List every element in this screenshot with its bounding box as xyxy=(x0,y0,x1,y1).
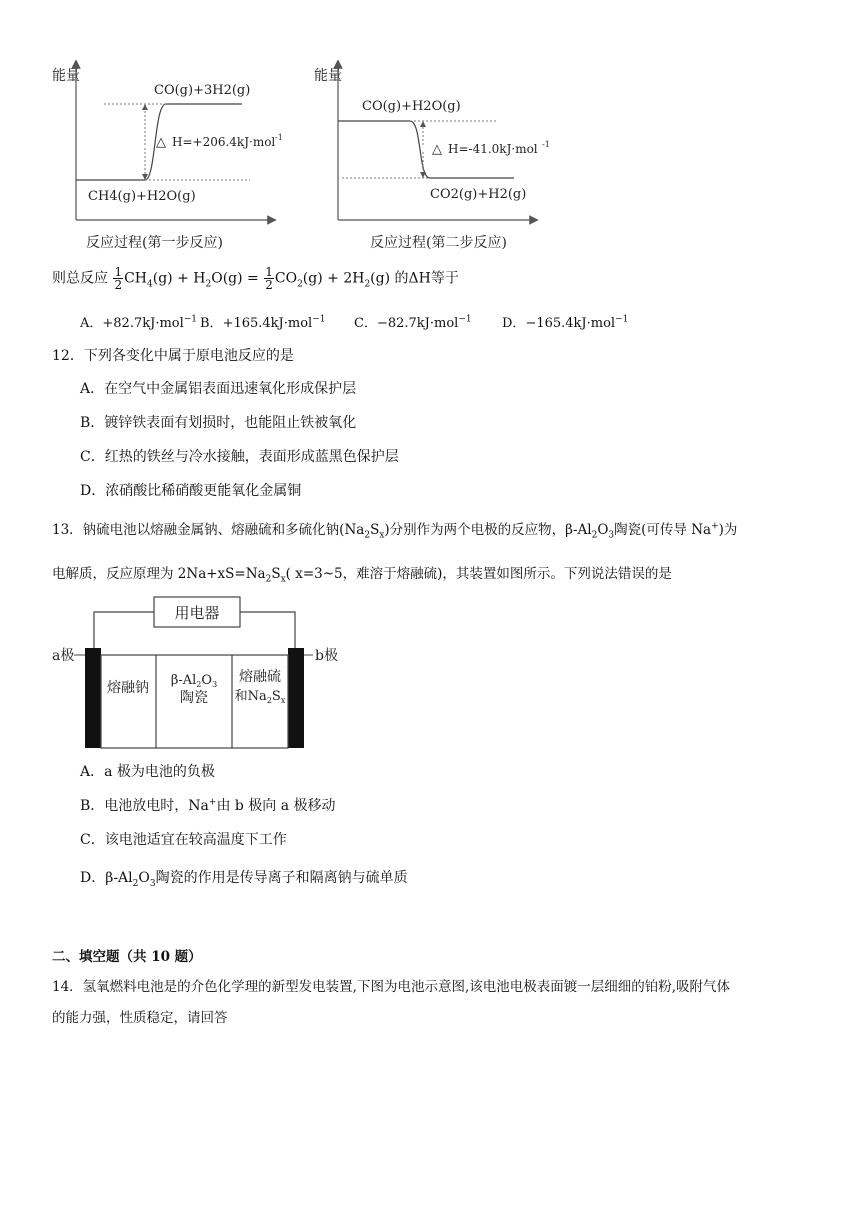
a-pole-label: a极 xyxy=(52,648,75,664)
bottom-level-label: CO2(g)+H2(g) xyxy=(430,187,527,202)
option-a[interactable]: A．+82.7kJ·mol$^{-1}$ xyxy=(80,314,198,331)
q11-equation: 则总反应 $\frac{1}{2}$ $CH_4(g) + H_2O(g)$ = $\frac{1}{2}$ $CO_2(g) + 2H_2(g)$ 的ΔH等于 xyxy=(52,265,459,292)
cell-ceramic-label: $\beta-Al_2O_3$ xyxy=(170,673,218,689)
cell-sodium-label: 熔融钠 xyxy=(107,680,149,696)
q13-option-b[interactable]: B．电池放电时，Na+由 b 极向 a 极移动 xyxy=(80,797,336,814)
wire-left xyxy=(94,612,154,648)
delta-triangle-icon: △ xyxy=(156,135,166,150)
x-axis-label: 反应过程(第二步反应) xyxy=(370,235,507,251)
y-axis-label: 能量 xyxy=(314,68,342,84)
x-axis-label: 反应过程(第一步反应) xyxy=(86,235,223,251)
energy-diagram-step2 xyxy=(312,60,557,255)
fraction-half: $\frac{1}{2}$ xyxy=(114,265,123,292)
electrode-b xyxy=(288,648,304,748)
delta-h-exp: -1 xyxy=(542,140,550,149)
battery-diagram xyxy=(50,592,350,754)
energy-diagram-step1 xyxy=(50,60,290,255)
device-label: 用电器 xyxy=(174,604,220,622)
q12-option-a[interactable]: A．在空气中金属铝表面迅速氧化形成保护层 xyxy=(80,381,357,397)
delta-triangle-icon: △ xyxy=(432,142,442,157)
delta-h-label: H=+206.4kJ·mol xyxy=(172,135,276,149)
fraction-half: $\frac{1}{2}$ xyxy=(265,265,273,292)
top-level-label: CO(g)+H2O(g) xyxy=(362,99,461,114)
bottom-level-label: CH4(g)+H2O(g) xyxy=(88,189,196,204)
q12-option-b[interactable]: B．镀锌铁表面有划损时，也能阻止铁被氧化 xyxy=(80,415,357,431)
q13-stem-line2: 电解质，反应原理为 $2Na+xS=Na_2S_x$( x=3~5，难溶于熔融硫)，其装置如图所示。下列说法错误的是 xyxy=(52,566,672,585)
q13-option-d[interactable]: D．$\beta-Al_2O_3$陶瓷的作用是传导离子和隔离钠与硫单质 xyxy=(80,870,408,889)
section-title: 二、填空题（共 10 题） xyxy=(52,949,202,965)
q12-option-d[interactable]: D．浓硝酸比稀硝酸更能氧化金属铜 xyxy=(80,483,302,499)
option-b[interactable]: B．+165.4kJ·mol$^{-1}$ xyxy=(200,314,326,331)
cell-sulfur-label: 熔融硫 xyxy=(239,669,281,685)
q14-line1: 14．氢氧燃料电池是的介色化学理的新型发电装置,下图为电池示意图,该电池电极表面镀一层细细的铂粉,吸附气体 xyxy=(52,979,731,995)
delta-h-label: H=-41.0kJ·mol xyxy=(448,142,538,156)
q13-option-a[interactable]: A．a 极为电池的负极 xyxy=(80,764,215,780)
b-pole-label: b极 xyxy=(315,648,338,664)
option-c[interactable]: C．−82.7kJ·mol$^{-1}$ xyxy=(354,314,472,331)
option-d[interactable]: D．−165.4kJ·mol$^{-1}$ xyxy=(502,314,629,331)
y-axis-label: 能量 xyxy=(52,68,80,84)
q13-option-c[interactable]: C．该电池适宜在较高温度下工作 xyxy=(80,832,287,848)
energy-curve xyxy=(410,121,430,178)
q13-stem-line1: 13．钠硫电池以熔融金属钠、熔融硫和多硫化钠$(Na_2S_x)$分别作为两个电极的反应物，$\beta-Al_2O_3$陶瓷(可传导 Na+)为 xyxy=(52,521,738,541)
electrode-a xyxy=(85,648,101,748)
q12-option-c[interactable]: C．红热的铁丝与冷水接触，表面形成蓝黑色保护层 xyxy=(80,449,399,465)
top-level-label: CO(g)+3H2(g) xyxy=(154,83,251,98)
q12-stem: 12．下列各变化中属于原电池反应的是 xyxy=(52,348,294,364)
q14-line2: 的能力强，性质稳定，请回答 xyxy=(52,1010,228,1026)
delta-h-exp: -1 xyxy=(275,133,283,142)
cell-sulfur-label-2: 和$Na_2S_x$ xyxy=(234,689,286,705)
cell-ceramic-label-2: 陶瓷 xyxy=(180,690,208,706)
wire-right xyxy=(240,612,295,648)
